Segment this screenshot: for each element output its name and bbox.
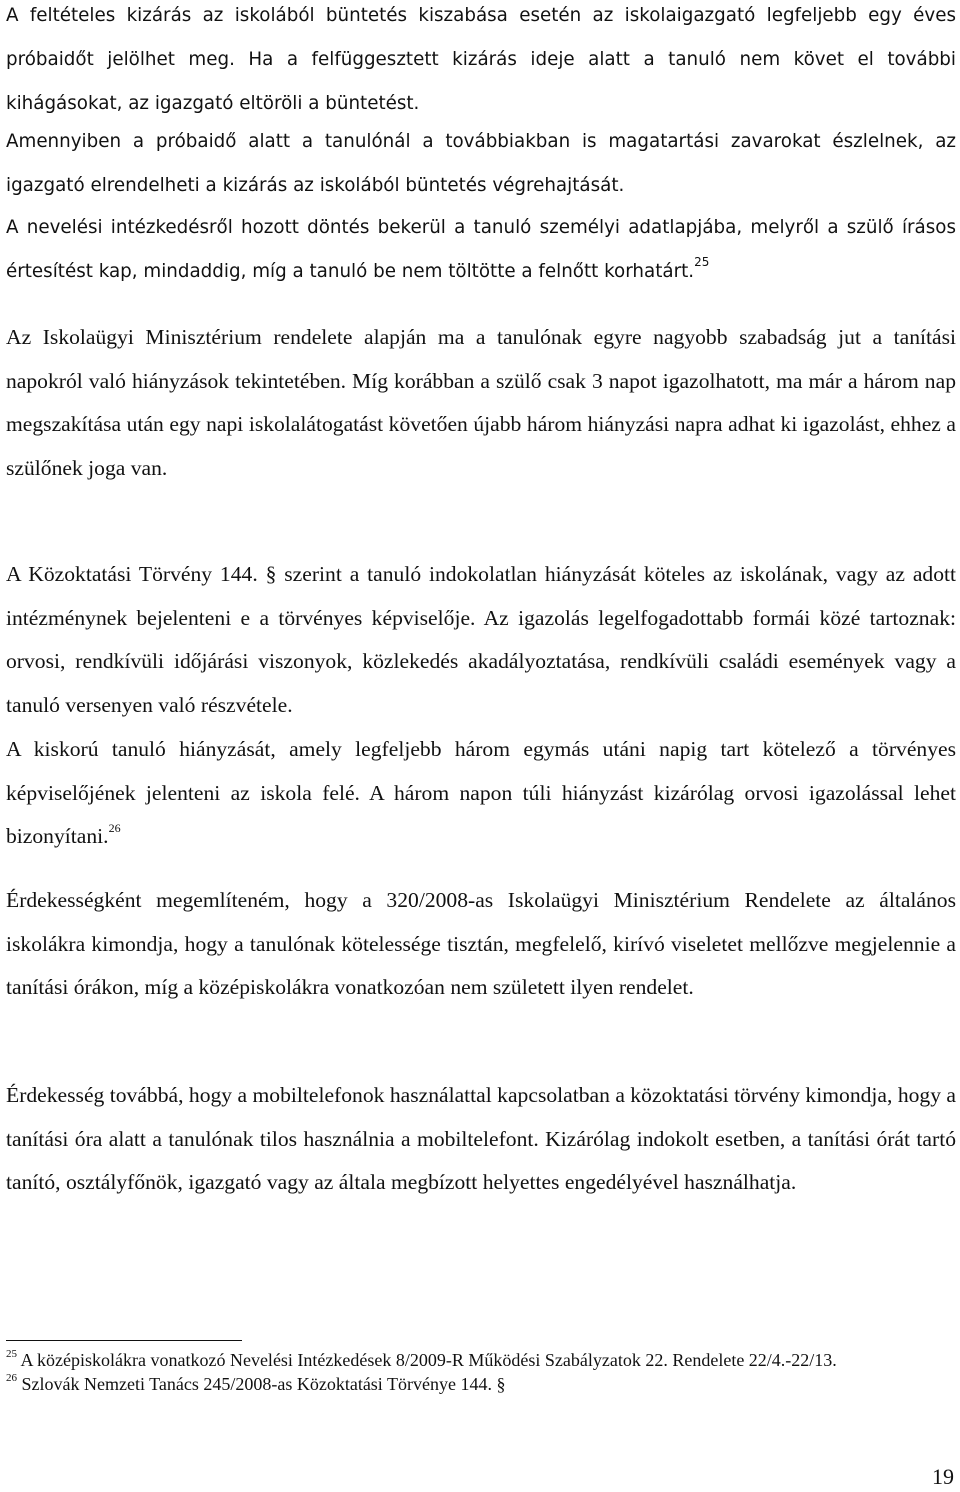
footnote-26 bbox=[6, 1372, 956, 1396]
footnote-ref-25[interactable]: 25 bbox=[694, 255, 710, 270]
footnote-number: 26 bbox=[6, 1372, 17, 1385]
page-number: 19 bbox=[932, 1464, 954, 1489]
paragraph-absence-regulation: Az Iskolaügyi Minisztérium rendelete alapján ma a tanulónak egyre nagyobb szabadság jut a tanítási napokról való hiányzások tekintetében. Míg korábban a szülő csak 3 napot igazolhatott, ma már a három nap megszakítása után egy napi iskolalátogatást követően újabb három hiányzási napra adhat ki igazolást, ehhez a szülőnek joga van. bbox=[6, 325, 956, 480]
paragraph-minor-absence-text: A kiskorú tanuló hiányzását, amely legfeljebb három egymás utáni napig tart kötelező a törvényes képviselőjének jelenteni az iskola felé. A három napon túli hiányzást kizárólag orvosi igazolással lehet bizonyítani. bbox=[6, 737, 956, 848]
footnote-text: Szlovák Nemzeti Tanács 245/2008-as Közoktatási Törvénye 144. § bbox=[21, 1374, 506, 1394]
paragraph-education-act: A Közoktatási Törvény 144. § szerint a tanuló indokolatlan hiányzását köteles az iskolának, vagy az adott intézménynek bejelenteni e a törvényes képviselője. Az igazolás legelfogadottabb formái közé tartoznak: orvosi, rendkívüli időjárási viszonyok, közlekedés akadályoztatása, rendkívüli családi események vagy a tanuló versenyen való részvétele. bbox=[6, 562, 956, 717]
footnote-divider bbox=[6, 1340, 242, 1341]
footnote-ref-26[interactable]: 26 bbox=[108, 821, 121, 836]
paragraph-decision-record bbox=[6, 206, 956, 294]
footnote-number: 25 bbox=[6, 1348, 17, 1361]
paragraph-mobile-phones: Érdekesség továbbá, hogy a mobiltelefonok használattal kapcsolatban a közoktatási törvény kimondja, hogy a tanítási óra alatt a tanulónak tilos használnia a mobiltelefont. Kizárólag indokolt esetben, a tanítási órát tartó tanító, osztályfőnök, igazgató vagy az általa megbízott helyettes engedélyével használhatja. bbox=[6, 1083, 956, 1194]
paragraph-decision-record-text: A nevelési intézkedésről hozott döntés bekerül a tanuló személyi adatlapjába, melyről a szülő írásos értesítést kap, mindaddig, míg a tanuló be nem töltötte a felnőtt korhatárt. bbox=[6, 217, 956, 282]
paragraph-probation-violation: Amennyiben a próbaidő alatt a tanulónál a továbbiakban is magatartási zavarokat észlelnek, az igazgató elrendelheti a kizárás az iskolából büntetés végrehajtását. bbox=[6, 131, 956, 196]
footnote-text: A középiskolákra vonatkozó Nevelési Intézkedések 8/2009-R Működési Szabályzatok 22. Rendelete 22/4.-22/13. bbox=[20, 1350, 837, 1370]
paragraph-conditional-expulsion: A feltételes kizárás az iskolából büntetés kiszabása esetén az iskolaigazgató legfeljebb egy éves próbaidőt jelölhet meg. Ha a felfüggesztett kizárás ideje alatt a tanuló nem követ el további kihágásokat, az igazgató eltöröli a büntetést. bbox=[6, 5, 956, 114]
paragraph-dress-code: Érdekességként megemlíteném, hogy a 320/2008-as Iskolaügyi Minisztérium Rendelete az általános iskolákra kimondja, hogy a tanulónak kötelessége tisztán, megfelelő, kirívó viseletet mellőzve megjelennie a tanítási órákon, míg a középiskolákra vonatkozóan nem született ilyen rendelet. bbox=[6, 888, 956, 999]
paragraph-minor-absence bbox=[6, 728, 956, 859]
footnote-25 bbox=[6, 1348, 956, 1372]
footnotes-section bbox=[6, 1348, 956, 1396]
